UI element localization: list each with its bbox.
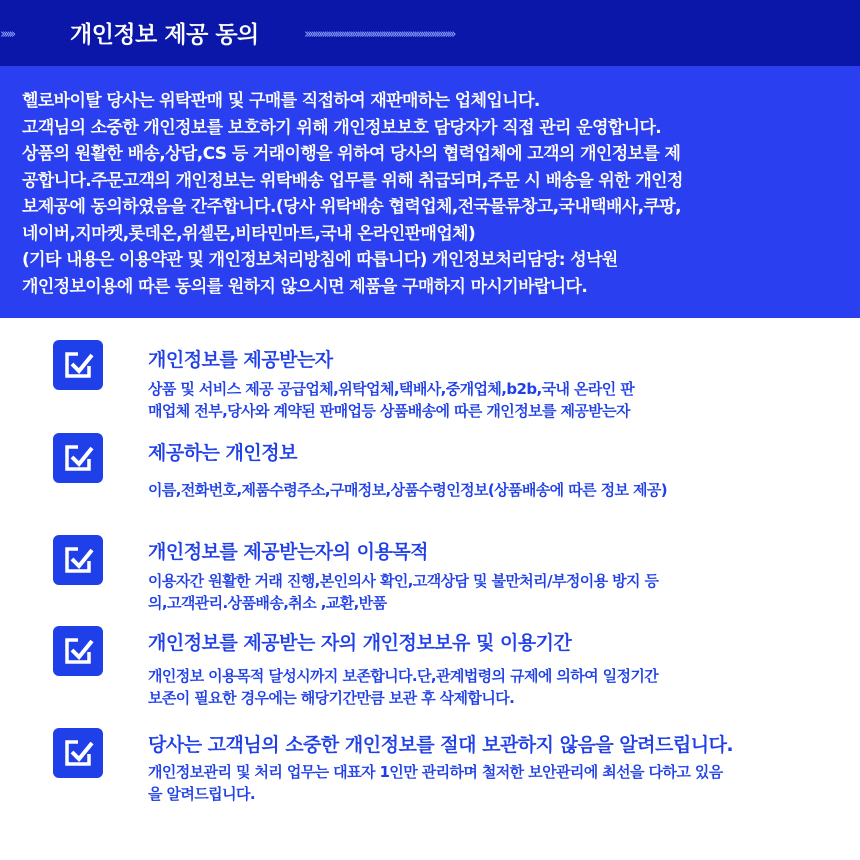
intro-line: 보제공에 동의하였음을 간주합니다.(당사 위탁배송 협력업체,전국물류창고,국내택배사,쿠팡, xyxy=(22,197,681,217)
item-body xyxy=(148,761,848,805)
item-title: 제공하는 개인정보 xyxy=(148,442,297,464)
item-title: 개인정보를 제공받는 자의 개인정보보유 및 이용기간 xyxy=(148,632,572,654)
page-title: 개인정보 제공 동의 xyxy=(70,22,259,48)
intro-line: (기타 내용은 이용약관 및 개인정보처리방침에 따릅니다) 개인정보처리담당: 성낙원 xyxy=(22,250,618,270)
item-body xyxy=(148,378,848,422)
item-body xyxy=(148,570,848,614)
checkbox-checked-icon xyxy=(53,340,103,390)
item-line: 개인정보관리 및 처리 업무는 대표자 1인만 관리하며 철저한 보안관리에 최선을 다하고 있음 xyxy=(148,763,723,781)
checkbox-checked-icon xyxy=(53,728,103,778)
item-line: 이용자간 원활한 거래 진행,본인의사 확인,고객상담 및 불만처리/부정이용 방지 등 xyxy=(148,572,659,590)
item-line: 을 알려드립니다. xyxy=(148,785,255,803)
header-row xyxy=(0,16,860,48)
intro-line: 개인정보이용에 따른 동의를 원하지 않으시면 제품을 구매하지 마시기바랍니다. xyxy=(22,276,588,297)
header-bar xyxy=(0,0,860,66)
intro-line: 상품의 원활한 배송,상담,CS 등 거래이행을 위하여 당사의 협력업체에 고객의 개인정보를 제 xyxy=(22,144,681,164)
item-title: 개인정보를 제공받는자의 이용목적 xyxy=(148,541,429,563)
intro-line: 공합니다.주문고객의 개인정보는 위탁배송 업무를 위해 취급되며,주문 시 배송을 위한 개인정 xyxy=(22,170,683,191)
intro-line: 네이버,지마켓,롯데온,위셀몬,비타민마트,국내 온라인판매업체) xyxy=(22,223,476,244)
item-line: 보존이 필요한 경우에는 해당기간만큼 보관 후 삭제합니다. xyxy=(148,689,515,707)
checkbox-checked-icon xyxy=(53,626,103,676)
intro-panel xyxy=(0,66,860,318)
item-body xyxy=(148,665,848,709)
item-line: 이름,전화번호,제품수령주소,구매정보,상품수령인정보(상품배송에 따른 정보 제공) xyxy=(148,481,668,499)
item-line: 상품 및 서비스 제공 공급업체,위탁업체,택배사,중개업체,b2b,국내 온라인 판 xyxy=(148,380,635,398)
checkbox-checked-icon xyxy=(53,535,103,585)
checkbox-checked-icon xyxy=(53,433,103,483)
header-arrows-right: ›››››››››››››››››››››››››››››››››››››››››››››››››››››››››››››››››››› xyxy=(304,27,454,42)
item-line: 의,고객관리.상품배송,취소 ,교환,반품 xyxy=(148,594,387,612)
intro-line: 헬로바이탈 당사는 위탁판매 및 구매를 직접하여 재판매하는 업체입니다. xyxy=(22,91,540,111)
item-title: 당사는 고객님의 소중한 개인정보를 절대 보관하지 않음을 알려드립니다. xyxy=(148,734,734,756)
item-line: 개인정보 이용목적 달성시까지 보존합니다.단,관계법령의 규제에 의하여 일정기간 xyxy=(148,667,659,685)
intro-text xyxy=(22,88,852,300)
header-arrows-left: ›››››› xyxy=(0,27,14,42)
item-line: 매업체 전부,당사와 계약된 판매업등 상품배송에 따른 개인정보를 제공받는자 xyxy=(148,402,630,420)
item-body xyxy=(148,479,848,501)
intro-line: 고객님의 소중한 개인정보를 보호하기 위해 개인정보보호 담당자가 직접 관리 운영합니다. xyxy=(22,117,662,138)
item-title: 개인정보를 제공받는자 xyxy=(148,349,333,371)
